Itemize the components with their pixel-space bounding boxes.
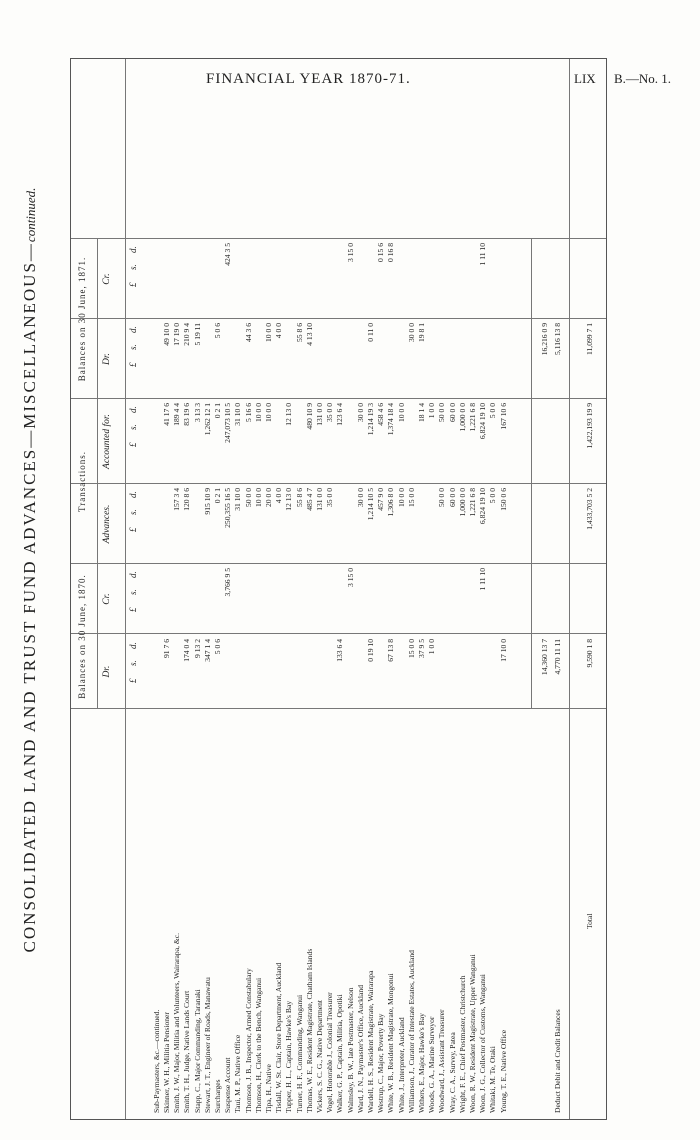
table-row xyxy=(285,59,293,1119)
row-label: Tisdall, W. St. Clair, Store Department, Auckland xyxy=(274,962,284,1113)
header-rule xyxy=(125,59,126,1119)
table-row xyxy=(418,59,426,1119)
unit-label-l: £ xyxy=(128,607,138,612)
group-rule xyxy=(97,239,98,709)
amount-acc: 1,262 12 1 xyxy=(202,403,212,436)
amount-d71: 30 0 0 xyxy=(406,323,416,342)
group-header-1870: Balances on 30 June, 1870. xyxy=(77,574,87,699)
amount-c70: 1 11 10 xyxy=(478,568,488,591)
unit-label-d: d. xyxy=(128,491,138,498)
row-label: Vogel, Honorable J., Colonial Treasurer xyxy=(325,992,335,1113)
row-label: Smith, T. H., Judge, Native Lands Court xyxy=(182,990,192,1113)
amount-acc: 458 4 6 xyxy=(376,403,386,426)
row-label: Westrup, C., Major, Poverty Bay xyxy=(376,1013,386,1113)
amount-d71: 16,216 0 9 xyxy=(540,323,549,356)
amount-d71: 4 13 10 xyxy=(304,323,314,346)
row-label: Thomas, W. E., Resident Magistrate, Chatham Islands xyxy=(304,948,314,1113)
amount-acc: 30 0 0 xyxy=(355,403,365,422)
row-label: Tipa, H., Native xyxy=(264,1064,273,1113)
row-label: Ward, J. N., Paymaster's Office, Auckland xyxy=(355,985,365,1113)
amount-d70: 91 7 6 xyxy=(162,639,171,658)
amount-d70: 347 1 4 xyxy=(202,639,212,662)
row-label: Withers, E., Major, Hawke's Bay xyxy=(417,1013,426,1113)
table-row xyxy=(357,59,365,1119)
table-row xyxy=(408,59,416,1119)
amount-c71: 0 16 8 xyxy=(386,243,396,262)
table-title-continued: continued. xyxy=(23,187,38,243)
amount-acc: 1,422,193 19 9 xyxy=(585,403,594,449)
amount-adv: 250,355 16 5 xyxy=(223,488,233,528)
unit-label-d: d. xyxy=(128,246,138,253)
ledger-table xyxy=(70,58,607,1120)
unit-label-s: s. xyxy=(128,424,138,430)
col-header-advances: Advances. xyxy=(102,504,112,544)
row-label: Woon, J. G., Collector of Customs, Wanganui xyxy=(478,974,488,1113)
amount-adv: 60 0 0 xyxy=(447,488,457,507)
table-row xyxy=(398,59,406,1119)
table-row xyxy=(438,59,446,1119)
unit-label-s: s. xyxy=(128,264,138,270)
table-row xyxy=(204,59,212,1119)
table-row xyxy=(459,59,467,1119)
amount-acc: 31 10 0 xyxy=(233,403,243,426)
amount-adv: 6,824 19 10 xyxy=(478,488,488,525)
amount-adv: 157 3 4 xyxy=(172,488,182,511)
amount-adv: 35 0 0 xyxy=(325,488,335,507)
amount-acc: 167 10 6 xyxy=(498,403,508,430)
row-label: Suspense Account xyxy=(223,1057,233,1113)
row-label: Thomson, J. B., Inspector, Armed Constabulary xyxy=(243,968,253,1113)
amount-adv: 1,000 0 0 xyxy=(457,488,467,517)
table-row xyxy=(275,59,283,1119)
amount-adv: 55 8 6 xyxy=(294,488,304,507)
row-label: Turner, H. F., Commanding, Wanganui xyxy=(294,994,304,1113)
amount-d70: 5 0 6 xyxy=(213,639,222,655)
table-row xyxy=(255,59,263,1119)
amount-acc: 1,221 6 8 xyxy=(468,403,477,432)
amount-d71: 5 19 11 xyxy=(192,323,202,346)
amount-adv: 1,214 10 5 xyxy=(366,488,375,521)
row-label: Skinner, W. H., Militia Pensioner xyxy=(162,1012,171,1113)
amount-acc: 480 10 9 xyxy=(304,403,314,430)
amount-acc: 10 0 0 xyxy=(253,403,263,422)
amount-c71: 424 3 5 xyxy=(223,243,233,266)
amount-d71: 5 0 6 xyxy=(213,323,222,339)
col-header-accounted: Accounted for. xyxy=(102,414,112,469)
section-label xyxy=(153,59,161,1119)
subtotal-rule xyxy=(531,239,532,709)
row-label: Walmsley, B. W., late Postmaster, Nelson xyxy=(345,987,355,1113)
amount-adv: 15 0 0 xyxy=(406,488,416,507)
col-header-dr-1871: Dr. xyxy=(102,353,112,365)
table-row xyxy=(163,59,171,1119)
amount-adv: 50 0 0 xyxy=(437,488,447,507)
amount-d70: 37 9 5 xyxy=(417,639,426,658)
table-row xyxy=(367,59,375,1119)
amount-d71: 10 0 0 xyxy=(264,323,273,342)
row-label: Thomson, H., Clerk to the Bench, Wanganui xyxy=(253,977,263,1113)
amount-c71: 3 15 0 xyxy=(345,243,355,262)
row-label: Wardell, H. S., Resident Magistrate, Wairarapa xyxy=(366,970,375,1113)
amount-acc: 6,824 19 10 xyxy=(478,403,488,440)
table-row xyxy=(296,59,304,1119)
total-row xyxy=(586,59,594,1119)
amount-acc: 1,214 19 3 xyxy=(366,403,375,436)
row-label: Wray, C. A., Survey, Patea xyxy=(447,1032,457,1113)
table-row xyxy=(489,59,497,1119)
table-title-main: CONSOLIDATED LAND AND TRUST FUND ADVANCES—MISCELLANEOUS— xyxy=(20,242,39,953)
amount-d70: 0 19 10 xyxy=(366,639,375,662)
table-row xyxy=(347,59,355,1119)
amount-adv: 5 0 0 xyxy=(488,488,498,504)
amount-d71: 17 19 0 xyxy=(172,323,182,346)
page-header-title: FINANCIAL YEAR 1870-71. xyxy=(206,71,411,87)
amount-adv: 30 0 0 xyxy=(355,488,365,507)
total-label: Total xyxy=(585,913,594,929)
amount-adv: 1,306 8 0 xyxy=(386,488,396,517)
total-rule xyxy=(569,59,570,1119)
unit-label-d: d. xyxy=(128,571,138,578)
amount-acc: 247,073 10 5 xyxy=(223,403,233,443)
row-label: Surcharges xyxy=(213,1079,222,1113)
amount-adv: 915 10 9 xyxy=(202,488,212,515)
amount-d71: 4 0 0 xyxy=(274,323,284,339)
row-label: Wright, F. E., Chief Postmaster, Christchurch xyxy=(457,975,467,1113)
table-row xyxy=(377,59,385,1119)
row-label: Woon, R. W., Resident Magistrate, Upper Wanganui xyxy=(468,954,477,1113)
deduct-row xyxy=(554,59,562,1119)
row-label: Stewart, J. T., Engineer of Roads, Manawatu xyxy=(202,977,212,1113)
amount-d70: 174 0 4 xyxy=(182,639,192,662)
table-row xyxy=(194,59,202,1119)
amount-acc: 5 16 6 xyxy=(243,403,253,422)
unit-label-l: £ xyxy=(128,442,138,447)
amount-adv: 50 0 0 xyxy=(243,488,253,507)
table-row xyxy=(326,59,334,1119)
unit-label-l: £ xyxy=(128,678,138,683)
unit-label-s: s. xyxy=(128,344,138,350)
unit-label-l: £ xyxy=(128,362,138,367)
table-row xyxy=(183,59,191,1119)
row-label: White, W. B., Resident Magistrate, Mongonui xyxy=(386,973,396,1113)
amount-acc: 18 1 4 xyxy=(417,403,426,422)
table-row xyxy=(449,59,457,1119)
amount-c70: 3 15 0 xyxy=(345,568,355,587)
row-label: Stapp, C., Major Commanding, Taranaki xyxy=(192,989,202,1113)
amount-d71: 19 8 1 xyxy=(417,323,426,342)
amount-d71: 0 11 0 xyxy=(366,323,375,342)
table-row xyxy=(469,59,477,1119)
group-header-transactions: Transactions. xyxy=(77,451,87,512)
amount-c71: 0 15 6 xyxy=(376,243,386,262)
row-label: Woods, G. A., Marine Surveyor xyxy=(427,1016,437,1113)
row-label: Whitaki, M. Te, Otaki xyxy=(488,1046,498,1113)
row-label: White, J., Interpreter, Auckland xyxy=(396,1017,406,1113)
amount-d70: 14,360 13 7 xyxy=(540,639,549,676)
table-row xyxy=(500,59,508,1119)
unit-label-d: d. xyxy=(128,326,138,333)
amount-adv: 4 0 0 xyxy=(274,488,284,504)
page-number: LIX xyxy=(574,71,596,86)
amount-adv: 1,433,703 5 2 xyxy=(585,488,594,530)
amount-d70: 1 0 0 xyxy=(427,639,437,655)
col-header-cr-1870: Cr. xyxy=(102,593,112,605)
col-header-dr-1870: Dr. xyxy=(102,665,112,678)
table-row xyxy=(265,59,273,1119)
amount-acc: 1 0 0 xyxy=(427,403,437,419)
amount-d70: 17 10 0 xyxy=(498,639,508,662)
row-label: Woodward, J., Assistant Treasurer xyxy=(437,1009,447,1113)
amount-d71: 5,116 13 8 xyxy=(553,323,562,355)
table-row xyxy=(387,59,395,1119)
table-row xyxy=(245,59,253,1119)
amount-adv: 485 4 7 xyxy=(304,488,314,511)
unit-label-d: d. xyxy=(128,406,138,413)
amount-acc: 60 0 0 xyxy=(447,403,457,422)
amount-acc: 189 4 4 xyxy=(172,403,182,426)
amount-c71: 1 11 10 xyxy=(478,243,488,266)
amount-adv: 10 0 0 xyxy=(396,488,406,507)
amount-acc: 12 13 0 xyxy=(284,403,294,426)
amount-adv: 131 0 0 xyxy=(315,488,324,511)
amount-adv: 457 9 0 xyxy=(376,488,386,511)
amount-d71: 49 10 0 xyxy=(162,323,171,346)
amount-adv: 1,221 6 8 xyxy=(468,488,477,517)
amount-d71: 11,099 7 1 xyxy=(585,323,594,355)
amount-acc: 5 0 0 xyxy=(488,403,498,419)
amount-acc: 1,000 0 0 xyxy=(457,403,467,432)
table-row xyxy=(336,59,344,1119)
amount-adv: 0 2 1 xyxy=(213,488,222,504)
amount-acc: 3 13 3 xyxy=(192,403,202,422)
amount-acc: 131 0 0 xyxy=(315,403,324,426)
subtotal-row xyxy=(541,59,549,1119)
unit-label-s: s. xyxy=(128,589,138,595)
unit-label-s: s. xyxy=(128,660,138,666)
amount-adv: 10 0 0 xyxy=(253,488,263,507)
row-label: Smith, J. W., Major, Militia and Volunteers, Wairarapa, &c. xyxy=(172,932,182,1113)
table-title xyxy=(20,0,40,1140)
amount-acc: 83 19 6 xyxy=(182,403,192,426)
row-label: Deduct Debit and Credit Balances xyxy=(553,1009,562,1113)
amount-acc: 10 0 0 xyxy=(396,403,406,422)
row-label: Williamson, J., Curator of Intestate Estates, Auckland xyxy=(406,950,416,1113)
amount-acc: 35 0 0 xyxy=(325,403,335,422)
amount-d71: 55 8 6 xyxy=(294,323,304,342)
row-label: Vickers, S. C. G., Native Department xyxy=(315,999,324,1113)
amount-d70: 4,770 11 11 xyxy=(553,639,562,675)
row-label: Walker, G. P., Captain, Militia, Opotiki xyxy=(335,994,345,1113)
unit-label-s: s. xyxy=(128,509,138,515)
table-row xyxy=(428,59,436,1119)
amount-adv: 20 0 0 xyxy=(264,488,273,507)
amount-adv: 150 0 6 xyxy=(498,488,508,511)
amount-d71: 44 3 6 xyxy=(243,323,253,342)
amount-acc: 123 6 4 xyxy=(335,403,345,426)
amount-d70: 133 6 4 xyxy=(335,639,345,662)
document-reference: B.—No. 1. xyxy=(614,71,672,86)
amount-acc: 41 17 6 xyxy=(162,403,171,426)
table-row xyxy=(214,59,222,1119)
amount-acc: 50 0 0 xyxy=(437,403,447,422)
col-header-cr-1871: Cr. xyxy=(102,273,112,285)
table-row xyxy=(306,59,314,1119)
row-label: Tupper, H. L., Captain, Hawke's Bay xyxy=(284,1000,294,1113)
table-row xyxy=(224,59,232,1119)
amount-acc: 1,374 18 4 xyxy=(386,403,396,436)
unit-label-l: £ xyxy=(128,527,138,532)
table-row xyxy=(234,59,242,1119)
amount-acc: 10 0 0 xyxy=(264,403,273,422)
table-row xyxy=(479,59,487,1119)
table-row xyxy=(173,59,181,1119)
group-header-1871: Balances on 30 June, 1871. xyxy=(77,256,87,382)
amount-d70: 67 13 8 xyxy=(386,639,396,662)
amount-d70: 15 0 0 xyxy=(406,639,416,658)
amount-c70: 3,766 9 5 xyxy=(223,568,233,597)
amount-adv: 31 10 0 xyxy=(233,488,243,511)
table-row xyxy=(316,59,324,1119)
amount-d71: 210 9 4 xyxy=(182,323,192,346)
amount-d70: 9,590 1 8 xyxy=(585,639,594,668)
amount-adv: 12 13 0 xyxy=(284,488,294,511)
unit-label-d: d. xyxy=(128,642,138,649)
amount-acc: 0 2 1 xyxy=(213,403,222,419)
row-label: Taui, M. P., Native Office xyxy=(233,1034,243,1113)
row-label: Sub-Paymasters, &c.—continued. xyxy=(152,1009,161,1113)
row-label: Young, T. E., Native Office xyxy=(498,1029,508,1113)
unit-label-l: £ xyxy=(128,282,138,287)
amount-d70: 9 13 2 xyxy=(192,639,202,658)
amount-adv: 120 8 6 xyxy=(182,488,192,511)
